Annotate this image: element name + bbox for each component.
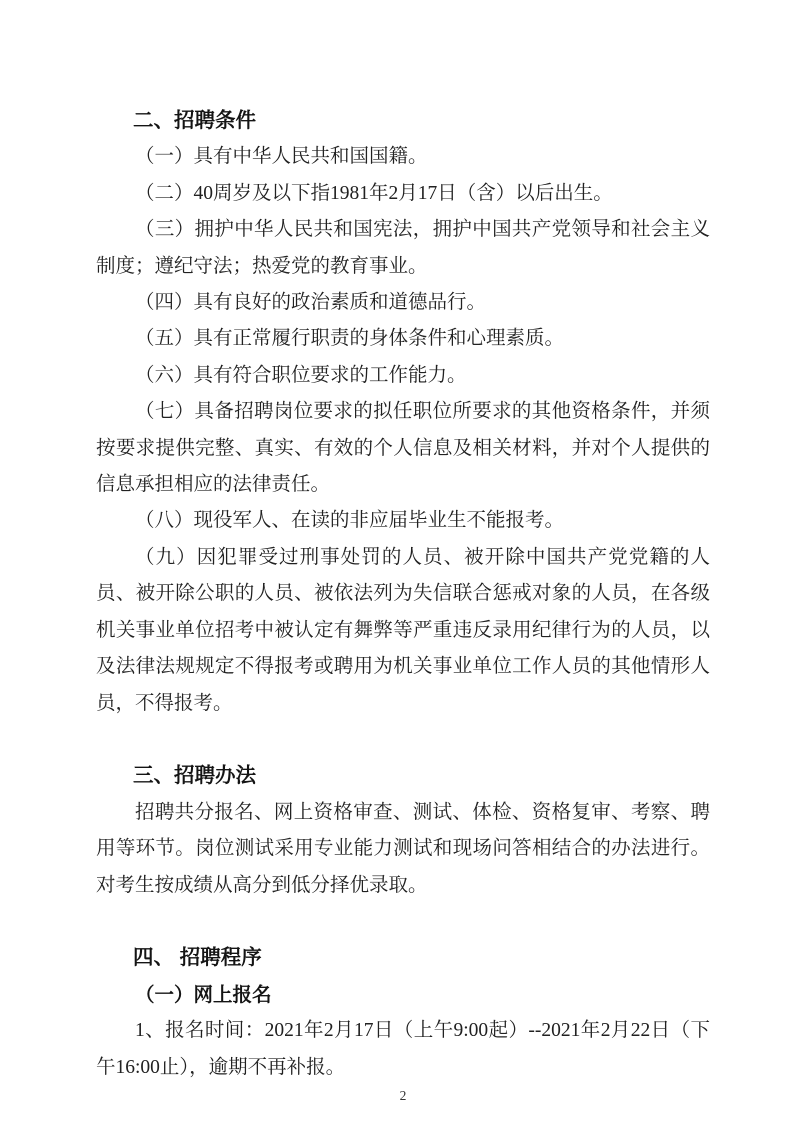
- registration-time-paragraph: 1、报名时间：2021年2月17日（上午9:00起）--2021年2月22日（下午16:00止），逾期不再补报。: [96, 1020, 710, 1078]
- subheading-online-registration: （一）网上报名: [135, 983, 272, 1006]
- condition-item-9: （九）因犯罪受过刑事处罚的人员、被开除中国共产党党籍的人员、被开除公职的人员、被依法列为失信联合惩戒对象的人员，在各级机关事业单位招考中被认定有舞弊等严重违反录用纪律行为的人员，以及法律法规规定不得报考或聘用为机关事业单位工作人员的其他情形人员，不得报考。: [96, 546, 710, 714]
- heading-recruitment-procedure: 四、 招聘程序: [133, 946, 262, 970]
- section-recruitment-procedure: [96, 940, 710, 1086]
- section-recruitment-conditions: [96, 103, 710, 722]
- condition-item-6: （六）具有符合职位要求的工作能力。: [135, 364, 467, 386]
- section-recruitment-method: [96, 758, 710, 904]
- method-paragraph: 招聘共分报名、网上资格审查、测试、体检、资格复审、考察、聘用等环节。岗位测试采用专业能力测试和现场问答相结合的办法进行。对考生按成绩从高分到低分择优录取。: [96, 801, 710, 896]
- condition-item-2: （二）40周岁及以下指1981年2月17日（含）以后出生。: [135, 182, 613, 204]
- condition-item-4: （四）具有良好的政治素质和道德品行。: [135, 292, 487, 314]
- page-number: 2: [399, 1087, 407, 1103]
- page-footer: [96, 1087, 710, 1105]
- condition-item-7: （七）具备招聘岗位要求的拟任职位所要求的其他资格条件，并须按要求提供完整、真实、有效的个人信息及相关材料，并对个人提供的信息承担相应的法律责任。: [96, 401, 710, 496]
- condition-item-1: （一）具有中华人民共和国国籍。: [135, 146, 428, 168]
- heading-recruitment-conditions: 二、招聘条件: [133, 109, 256, 132]
- condition-item-5: （五）具有正常履行职责的身体条件和心理素质。: [135, 328, 565, 350]
- heading-recruitment-method: 三、招聘办法: [133, 764, 256, 788]
- condition-item-8: （八）现役军人、在读的非应届毕业生不能报考。: [135, 510, 565, 532]
- condition-item-3: （三）拥护中华人民共和国宪法，拥护中国共产党领导和社会主义制度；遵纪守法；热爱党的教育事业。: [96, 219, 710, 277]
